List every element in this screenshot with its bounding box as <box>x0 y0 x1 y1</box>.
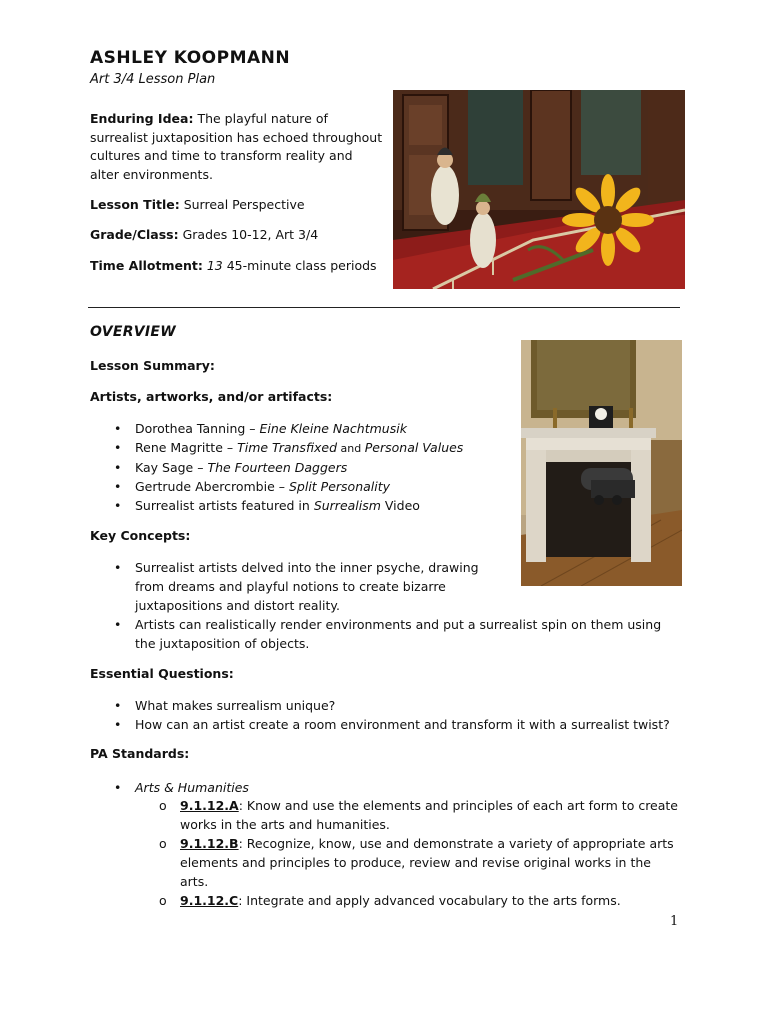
essential-questions-label: Essential Questions: <box>90 666 234 681</box>
grade-class <box>90 226 318 245</box>
enduring-idea-label: Enduring Idea: <box>90 111 194 126</box>
key-concepts-list <box>90 558 680 653</box>
grade-value: Grades 10-12, Art 3/4 <box>182 227 319 242</box>
document-subtitle: Art 3/4 Lesson Plan <box>90 72 216 87</box>
list-item: • How can an artist create a room environment and transform it with a surrealist twist? <box>114 717 670 732</box>
list-item: • Artists can realistically render environments and put a surrealist spin on them using the juxtaposition of objects. <box>114 617 662 651</box>
key-concepts-label: Key Concepts: <box>90 528 191 543</box>
author-name: ASHLEY KOOPMANN <box>90 48 291 68</box>
list-item: • Gertrude Abercrombie – Split Personality <box>114 479 391 494</box>
section-divider <box>88 307 680 308</box>
standard-code: 9.1.12.C <box>180 893 239 908</box>
painting-hallway-sunflower <box>393 90 685 289</box>
standards-group-list <box>90 778 680 797</box>
standard-code: 9.1.12.A <box>180 798 239 813</box>
essential-questions-list <box>90 696 680 734</box>
lesson-title-value: Surreal Perspective <box>183 197 305 212</box>
list-item: o 9.1.12.B: Recognize, know, use and demonstrate a variety of appropriate arts elements and principles to produce, review and revise original works in the arts. <box>159 836 674 889</box>
artists-list <box>90 419 490 515</box>
list-item: o 9.1.12.C: Integrate and apply advanced vocabulary to the arts forms. <box>159 893 621 908</box>
list-item: o 9.1.12.A: Know and use the elements and principles of each art form to create works in the arts and humanities. <box>159 798 678 832</box>
standards-list <box>135 796 680 910</box>
standard-code: 9.1.12.B <box>180 836 239 851</box>
grade-label: Grade/Class: <box>90 227 179 242</box>
list-item: • Dorothea Tanning – Eine Kleine Nachtmusik <box>114 421 407 436</box>
list-item: • Surrealist artists delved into the inner psyche, drawing from dreams and playful notions to create bizarre juxtapositions and distort reality. <box>114 560 479 613</box>
list-item: • Rene Magritte – Time Transfixed and Personal Values <box>114 440 464 455</box>
time-rest: 45-minute class periods <box>226 258 377 273</box>
artists-label: Artists, artworks, and/or artifacts: <box>90 389 333 404</box>
list-item: • What makes surrealism unique? <box>114 698 336 713</box>
time-label: Time Allotment: <box>90 258 203 273</box>
lesson-summary-label: Lesson Summary: <box>90 358 215 373</box>
enduring-idea-text: The playful nature of surrealist juxtaposition has echoed throughout cultures and time to transform reality and alter environments. <box>90 111 383 182</box>
time-allotment <box>90 257 377 276</box>
list-item: • Surrealist artists featured in Surrealism Video <box>114 498 420 513</box>
list-item: • Arts & Humanities <box>114 780 249 795</box>
lesson-title-label: Lesson Title: <box>90 197 180 212</box>
overview-heading: OVERVIEW <box>90 324 177 340</box>
list-item: • Kay Sage – The Fourteen Daggers <box>114 460 348 475</box>
enduring-idea <box>90 110 385 184</box>
time-number: 13 <box>206 258 223 273</box>
pa-standards-label: PA Standards: <box>90 746 190 761</box>
lesson-title <box>90 196 305 215</box>
page-number: 1 <box>670 914 679 929</box>
painting-time-transfixed <box>521 340 682 586</box>
